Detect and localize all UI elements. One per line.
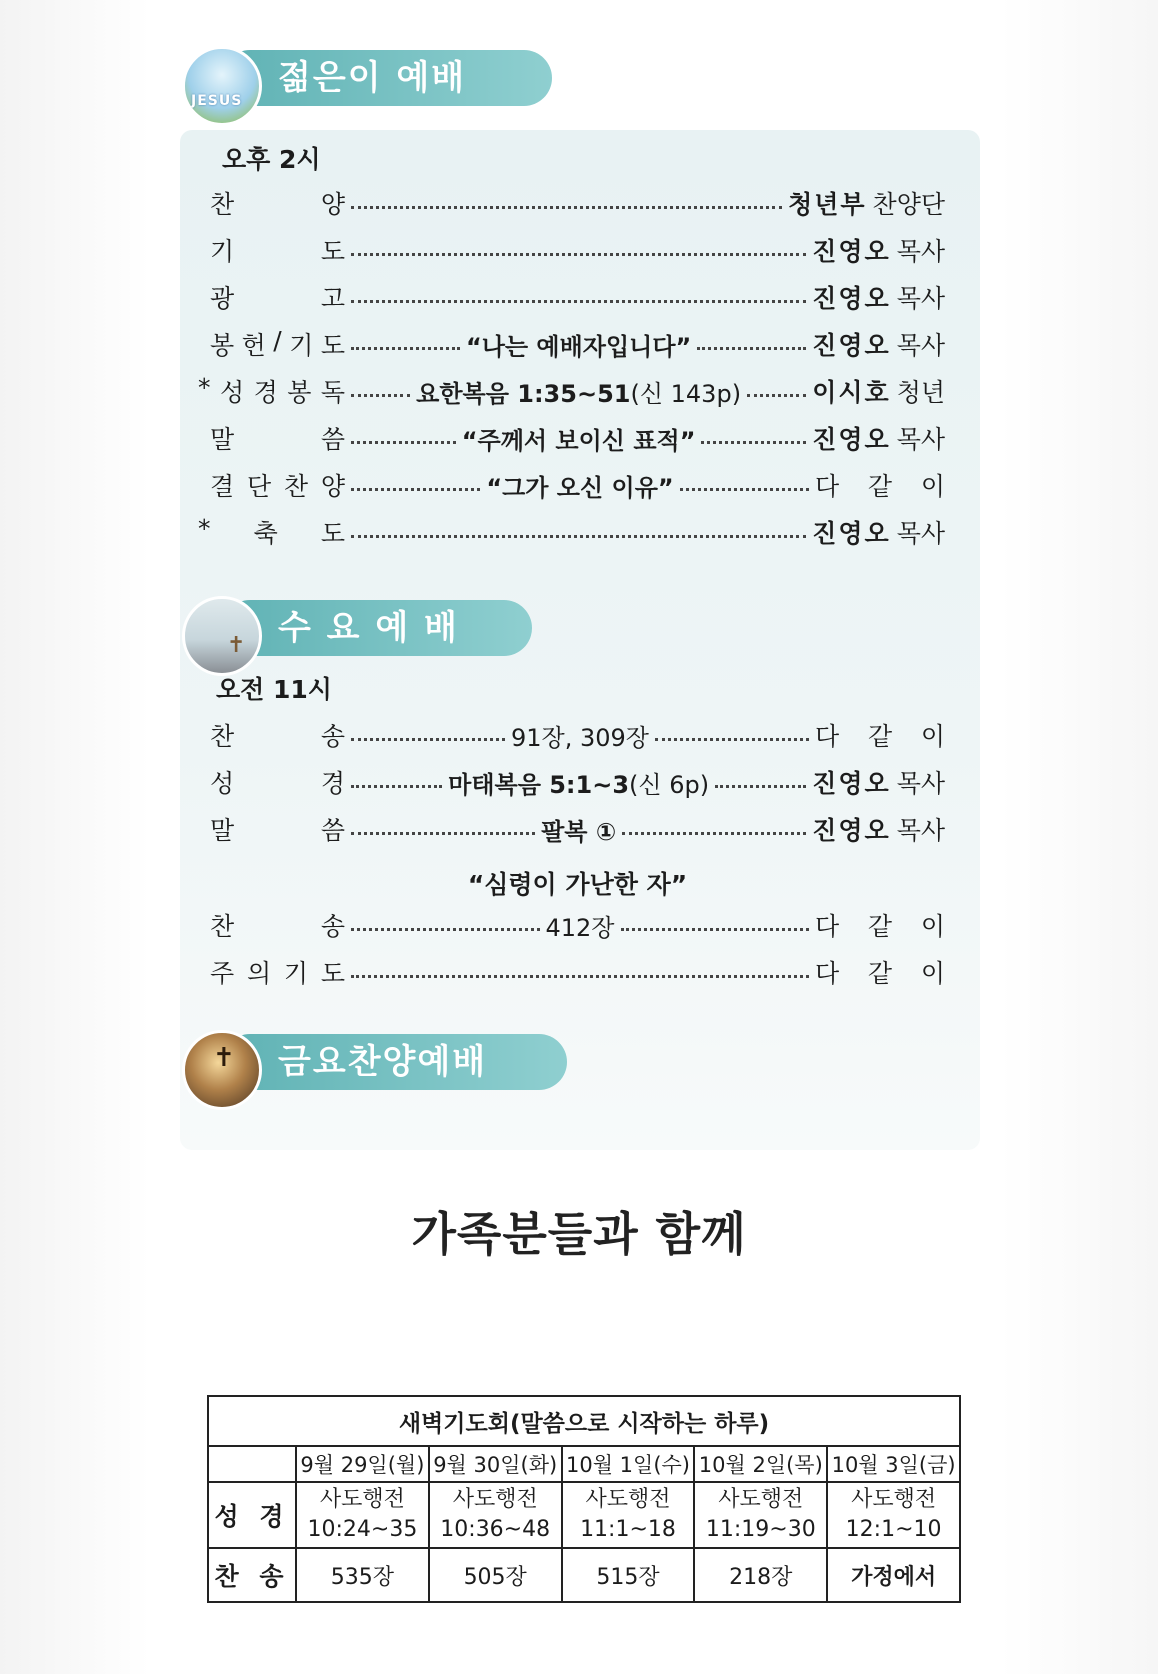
content-main: 팔복 ① [541, 817, 617, 846]
order-row [210, 809, 945, 849]
order-person [812, 326, 945, 362]
order-label [210, 954, 345, 990]
bible-cell [429, 1482, 562, 1548]
order-label [210, 811, 345, 847]
leader-dots [715, 785, 806, 788]
order-person [815, 467, 945, 503]
label-char: 고 [320, 284, 345, 313]
person-title: 찬양단 [872, 190, 945, 219]
order-content [448, 765, 709, 800]
hymn-cell: 가정에서 [827, 1548, 960, 1602]
hymn-cell: 535장 [296, 1548, 429, 1602]
person-title: 청년 [896, 378, 945, 407]
dawn-prayer-table [207, 1395, 961, 1603]
date-cell: 10월 2일(목) [694, 1446, 827, 1482]
label-char: 도 [320, 331, 345, 360]
youth-worship-title: 젊은이 예배 [222, 50, 552, 106]
label-char: 성 [210, 769, 235, 798]
label-char: 양 [320, 472, 345, 501]
person-title: 목사 [896, 519, 945, 548]
label-char: 말 [210, 816, 235, 845]
leader-dots [747, 394, 806, 397]
order-content [462, 421, 696, 456]
order-content [511, 718, 649, 753]
person-char: 이 [920, 722, 946, 751]
order-row [210, 277, 945, 317]
order-label [210, 907, 345, 943]
date-cell: 10월 1일(수) [562, 1446, 695, 1482]
order-row [210, 418, 945, 458]
label-char: 봉 [210, 331, 235, 360]
label-char: 말 [210, 425, 235, 454]
order-label [210, 420, 345, 456]
leader-dots [351, 785, 442, 788]
bible-book: 사도행전 [452, 1487, 538, 1512]
content-main: “그가 오신 이유” [486, 473, 674, 502]
person-char: 다 [815, 959, 840, 988]
person-name: 이시호 [812, 378, 891, 407]
order-row [198, 512, 945, 552]
bible-verse: 12:1~10 [845, 1517, 942, 1542]
bible-verse: 11:1~18 [580, 1517, 676, 1542]
order-person [815, 954, 945, 990]
label-char: 도 [320, 959, 345, 988]
order-person [815, 717, 945, 753]
bible-book: 사도행전 [585, 1487, 671, 1512]
person-title: 목사 [896, 769, 945, 798]
leader-dots [697, 347, 806, 350]
friday-worship-title: 금요찬양예배 [222, 1034, 567, 1090]
person-name: 진영오 [812, 816, 891, 845]
dawn-prayer-subtitle: (말씀으로 시작하는 하루) [509, 1410, 770, 1437]
order-person [812, 373, 945, 409]
label-char: 광 [210, 284, 235, 313]
label-char: 찬 [210, 190, 235, 219]
dawn-prayer-bible-row [208, 1482, 960, 1548]
person-char: 같 [867, 959, 893, 988]
family-heading: 가족분들과 함께 [411, 1207, 747, 1261]
person-char: 같 [867, 472, 893, 501]
order-row [210, 465, 945, 505]
order-person [812, 232, 945, 268]
order-label [210, 232, 345, 268]
order-person [815, 907, 945, 943]
label-char: 주 [210, 959, 235, 988]
content-main: “주께서 보이신 표적” [461, 426, 696, 455]
order-person [812, 420, 945, 456]
label-char: 송 [320, 722, 345, 751]
person-title: 목사 [896, 237, 945, 266]
bible-book: 사도행전 [851, 1487, 937, 1512]
order-person [812, 764, 945, 800]
person-name: 청년부 [788, 190, 867, 219]
bible-cell [562, 1482, 695, 1548]
person-name: 진영오 [812, 284, 891, 313]
hymn-cell: 218장 [694, 1548, 827, 1602]
order-label [210, 467, 345, 503]
person-char: 다 [815, 472, 840, 501]
label-char: 경 [320, 769, 345, 798]
bible-verse: 10:36~48 [440, 1517, 551, 1542]
wednesday-worship-title: 수 요 예 배 [222, 600, 532, 656]
person-char: 이 [920, 472, 945, 501]
order-row [210, 230, 945, 270]
order-row [210, 952, 945, 992]
bible-cell [694, 1482, 827, 1548]
order-row [210, 715, 945, 755]
order-content [466, 327, 691, 362]
dawn-prayer-dates-row [208, 1446, 960, 1482]
label-char: 씀 [320, 425, 345, 454]
label-char: 단 [246, 472, 272, 501]
leader-dots [351, 347, 460, 350]
order-row [210, 762, 945, 802]
leader-dots [351, 253, 806, 256]
order-content [541, 812, 616, 847]
youth-worship-time: 오후 2시 [222, 145, 321, 174]
label-char: 찬 [210, 912, 235, 941]
person-char: 다 [815, 722, 840, 751]
label-char: 송 [320, 912, 345, 941]
order-row [210, 324, 945, 364]
label-char: 찬 [283, 472, 309, 501]
leader-dots [351, 832, 535, 835]
hymn-cell: 505장 [429, 1548, 562, 1602]
date-cell: 9월 30일(화) [429, 1446, 562, 1482]
person-char: 같 [867, 722, 893, 751]
content-main: “나는 예배자입니다” [465, 332, 692, 361]
leader-dots [351, 928, 540, 931]
label-char: 결 [210, 472, 235, 501]
label-char: 양 [320, 190, 345, 219]
leader-dots [655, 738, 809, 741]
person-name: 진영오 [812, 769, 891, 798]
date-cell: 10월 3일(금) [827, 1446, 960, 1482]
content-note: (신 6p) [629, 770, 710, 799]
praying-hands-icon: ✝ [182, 1030, 262, 1110]
leader-dots [351, 975, 809, 978]
leader-dots [701, 441, 806, 444]
date-cell: 9월 29일(월) [296, 1446, 429, 1482]
label-char: 도 [320, 519, 345, 548]
order-row [198, 371, 945, 411]
order-person [812, 514, 945, 550]
label-char: 찬 [210, 722, 235, 751]
person-title: 목사 [896, 284, 945, 313]
required-star: * [198, 373, 211, 402]
leader-dots [351, 535, 806, 538]
order-person [812, 811, 945, 847]
person-char: 다 [815, 912, 840, 941]
leader-dots [351, 441, 456, 444]
person-title: 목사 [896, 425, 945, 454]
jesus-emblem-icon [182, 46, 262, 126]
bible-header: 성 경 [208, 1482, 296, 1548]
content-note: 412장 [545, 913, 615, 942]
bible-verse: 11:19~30 [705, 1517, 816, 1542]
dawn-prayer-title-main: 새벽기도회 [398, 1410, 510, 1437]
wednesday-sermon-title: “심령이 가난한 자” [467, 870, 688, 899]
bible-book: 사도행전 [319, 1487, 405, 1512]
label-char: 독 [320, 378, 345, 407]
leader-dots [680, 488, 809, 491]
person-name: 진영오 [812, 331, 891, 360]
label-char: / [273, 326, 282, 355]
label-char: 기 [283, 959, 309, 988]
dove-cross-icon: ✝ [182, 596, 262, 676]
content-note: 91장, 309장 [511, 723, 649, 752]
jesus-emblem-text: JESUS [191, 93, 243, 109]
order-label [210, 185, 345, 221]
content-main: 요한복음 1:35~51 [416, 379, 631, 408]
leader-dots [351, 738, 505, 741]
leader-dots [351, 206, 782, 209]
bible-cell [827, 1482, 960, 1548]
label-char: 성 [219, 378, 245, 407]
bible-book: 사도행전 [718, 1487, 804, 1512]
order-row [210, 905, 945, 945]
person-name: 진영오 [812, 519, 891, 548]
bible-cell [296, 1482, 429, 1548]
bible-verse: 10:24~35 [307, 1517, 418, 1542]
empty-corner-cell [208, 1446, 296, 1482]
person-name: 진영오 [812, 425, 891, 454]
label-char: 도 [320, 237, 345, 266]
order-label [210, 764, 345, 800]
leader-dots [351, 394, 410, 397]
label-char: 봉 [287, 378, 312, 407]
label-char: 헌 [241, 331, 266, 360]
order-label [198, 373, 345, 409]
person-title: 목사 [896, 331, 946, 360]
required-star: * [198, 514, 211, 543]
order-person [812, 279, 945, 315]
content-note: (신 143p) [630, 379, 742, 408]
order-label [210, 326, 345, 362]
content-main: 마태복음 5:1~3 [448, 770, 630, 799]
label-char: 기 [210, 237, 235, 266]
label-char: 기 [289, 331, 314, 360]
leader-dots [351, 488, 480, 491]
hymn-header: 찬 송 [208, 1548, 296, 1602]
dawn-prayer-title [208, 1396, 960, 1446]
order-label [210, 717, 345, 753]
leader-dots [621, 928, 810, 931]
order-label [210, 279, 345, 315]
person-char: 같 [867, 912, 893, 941]
label-char: 의 [246, 959, 272, 988]
leader-dots [351, 300, 806, 303]
person-char: 이 [920, 912, 945, 941]
order-content [546, 908, 615, 943]
order-row [210, 183, 945, 223]
hymn-cell: 515장 [562, 1548, 695, 1602]
person-title: 목사 [896, 816, 945, 845]
person-char: 이 [920, 959, 945, 988]
dawn-prayer-hymn-row [208, 1548, 960, 1602]
label-char: 씀 [320, 816, 345, 845]
label-char: 경 [253, 378, 278, 407]
person-name: 진영오 [812, 237, 891, 266]
order-person [788, 185, 945, 221]
wednesday-worship-time: 오전 11시 [216, 675, 332, 704]
leader-dots [622, 832, 806, 835]
order-label [198, 514, 345, 550]
order-content [416, 374, 741, 409]
order-content [486, 468, 673, 503]
label-char: 축 [253, 519, 278, 548]
